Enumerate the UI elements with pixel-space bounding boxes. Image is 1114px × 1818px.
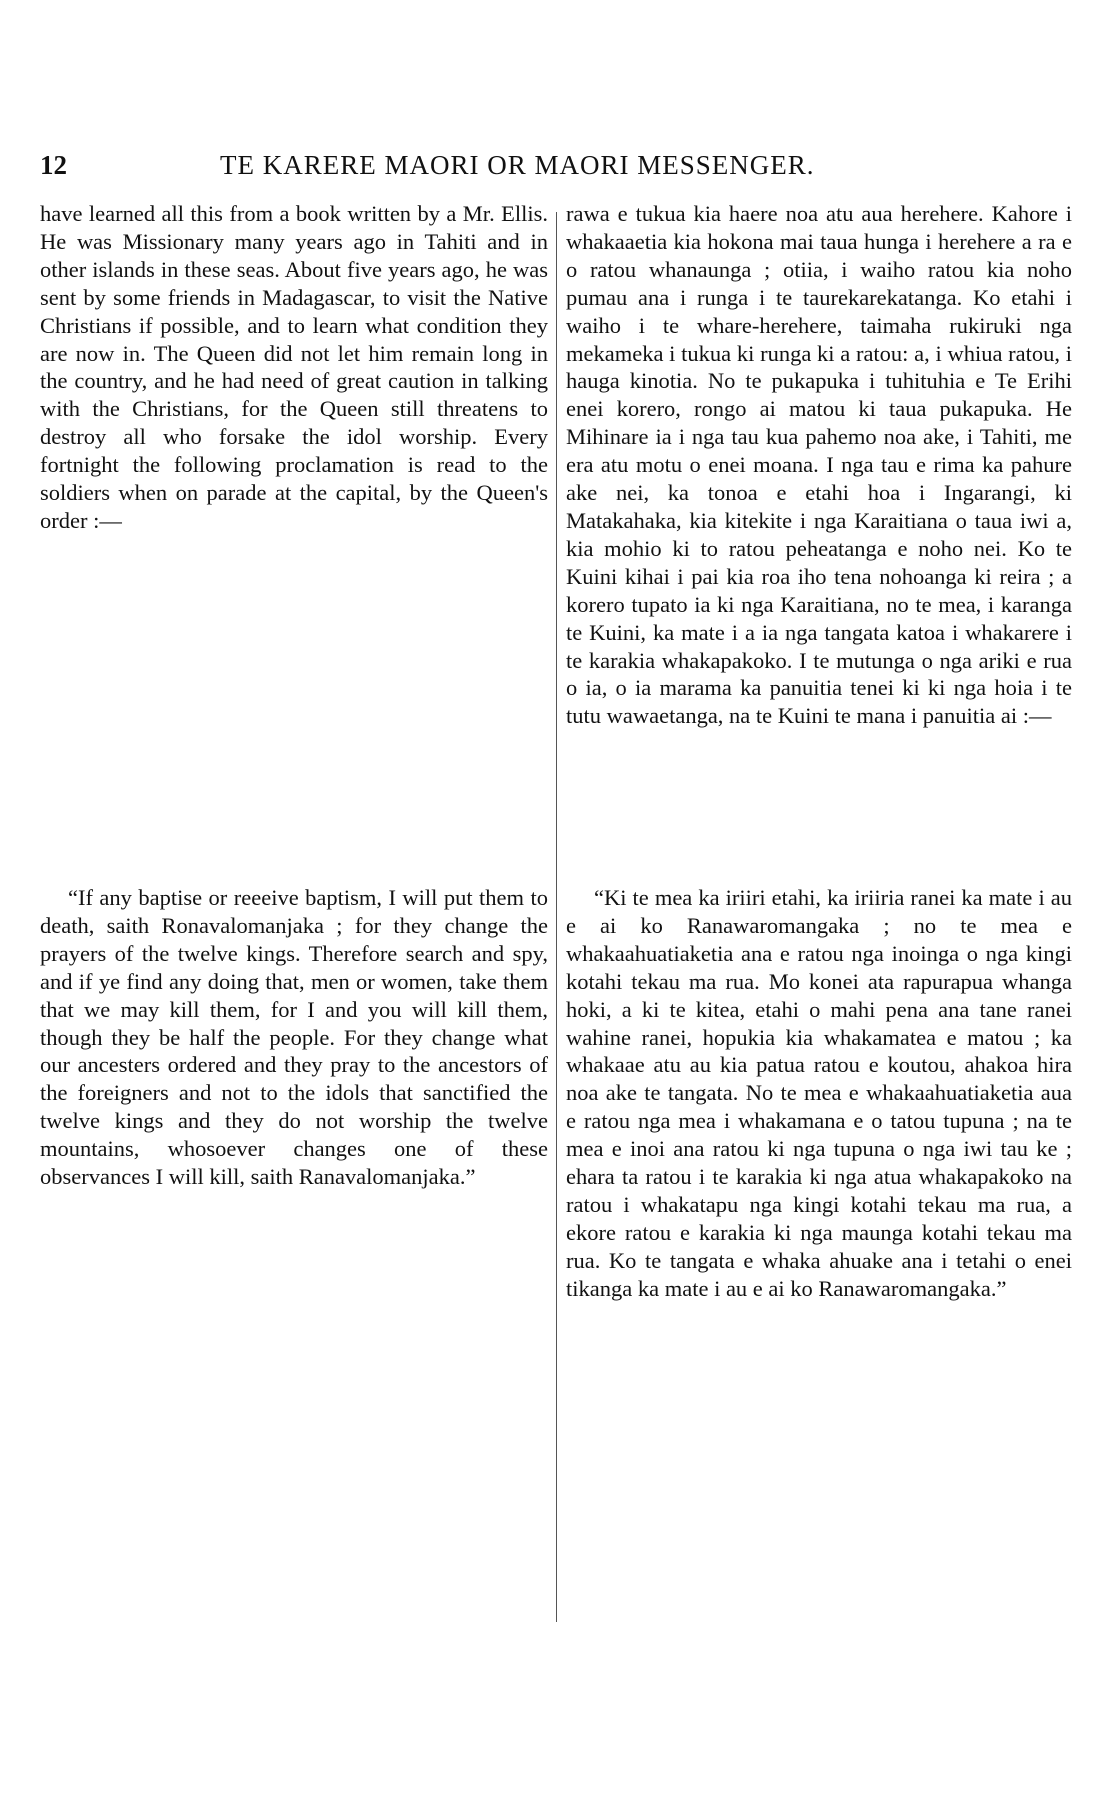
english-proclamation-quote: “If any baptise or reeeive baptism, I will put them to death, saith Ronavalomanjaka ; for they change the prayers of the twelve kings. Therefore search and spy, and if ye find any doing that, men or women, take them that we may kill them, for I and you will kill them, though they be half the people. For they change what our ancesters ordered and they pray to the ancestors of the foreigners and not to the idols that sanctified the twelve kings and they do not worship the twelve mountains, whosoever changes one of these observances I will kill, saith Ranavalomanjaka.” bbox=[40, 885, 548, 1190]
maori-column-proclamation bbox=[566, 884, 1072, 1303]
running-title: TE KARERE MAORI OR MAORI MESSENGER. bbox=[220, 150, 815, 180]
english-column-proclamation bbox=[40, 884, 548, 1191]
english-column-intro bbox=[40, 200, 548, 535]
page-header bbox=[40, 150, 1070, 190]
maori-proclamation-quote: “Ki te mea ka iriiri etahi, ka iriiria ranei ka mate i au e ai ko Ranawaromangaka ; no te mea e whakaahuatiaketia ana e ratou nga inoinga o nga kingi kotahi tekau ma rua. Mo konei ata rapurapua whanga hoki, a ki te kitea, etahi o mahi pena ana tane ranei wahine ranei, hopukia kia whakamatea e matou ; ka whakaae atu au kia patua ratou e koutou, ahakoa hira noa ake te tangata. No te mea e whakaahuatiaketia aua e ratou nga mea i whakamana e o tatou tupuna ; na te mea e inoi ana ratou ki nga tupuna o nga iwi tau ke ; ehara ta ratou i te karakia ki nga atua whakapakoko na ratou i whakatapu nga kingi kotahi tekau ma rua, a ekore ratou e karakia ki nga maunga kotahi tekau ma rua. Ko te tangata e whaka ahuake ana i tetahi o enei tikanga ka mate i au e ai ko Ranawaromangaka.” bbox=[566, 885, 1072, 1301]
column-divider bbox=[556, 212, 557, 1622]
maori-paragraph: rawa e tukua kia haere noa atu aua herehere. Kahore i whakaaetia kia hokona mai taua hunga i herehere a ra e o ratou whanaunga ; otiia, i waiho ratou kia noho pumau ana i runga i te taurekarekatanga. Ko etahi i waiho i te whare-herehere, taimaha rukiruki nga mekameka i tukua ki runga ki a ratou: a, i whiua ratou, i hauga kinotia. No te pukapuka i tuhituhia e Te Erihi enei korero, rongo ai matou ki taua pukapuka. He Mihinare ia i nga tau kua pahemo noa ake, i Tahiti, me era atu motu o enei moana. I nga tau e rima ka pahure ake nei, ka tonoa e etahi hoa i Ingarangi, ki Matakahaka, kia kitekite i nga Karaitiana o taua iwi a, kia mohio ki to ratou peheatanga e noho nei. Ko te Kuini kihai i pai kia roa iho tena nohoanga ki reira ; a korero tupato ia ki nga Karaitiana, no te mea, i karanga te Kuini, ka mate i a ia nga tangata katoa i whakarere i te karakia whakapakoko. I te mutunga o nga ariki e rua o ia, o ia marama ka panuitia tenei ki ki nga hoia i te tutu wawaetanga, na te Kuini te mana i panuitia ai :— bbox=[566, 201, 1072, 729]
page-number: 12 bbox=[40, 150, 67, 180]
maori-column-intro bbox=[566, 200, 1072, 730]
english-paragraph: have learned all this from a book written by a Mr. Ellis. He was Missionary many years ago in Tahiti and in other islands in these seas. About five years ago, he was sent by some friends in Madagascar, to visit the Native Christians if possible, and to learn what condition they are now in. The Queen did not let him remain long in the country, and he had need of great caution in talking with the Christians, for the Queen still threatens to destroy all who forsake the idol worship. Every fortnight the following proclamation is read to the soldiers when on parade at the capital, by the Queen's order :— bbox=[40, 201, 548, 533]
